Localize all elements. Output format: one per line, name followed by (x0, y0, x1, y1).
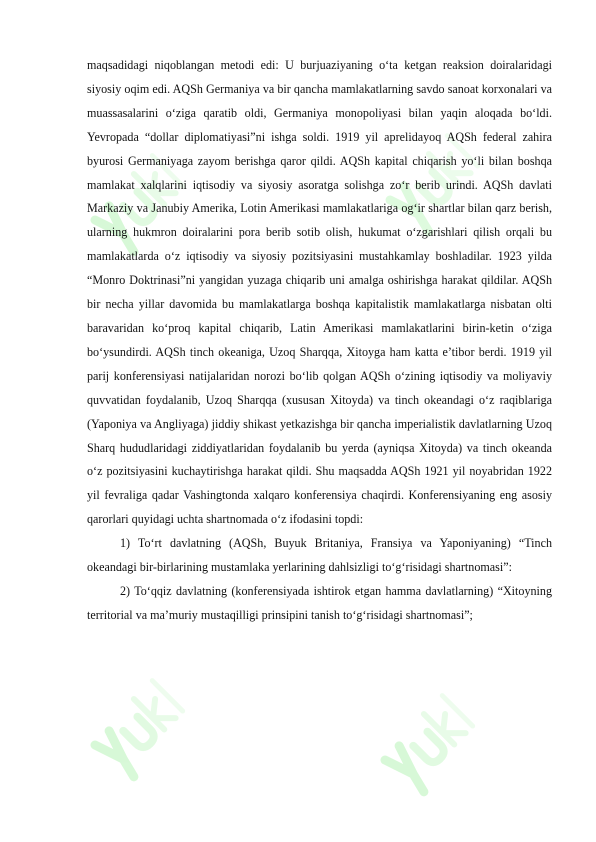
treaty-item-1: 1) To‘rt davlatning (AQSh, Buyuk Britaniya, Fransiya va Yaponiyaning) “Tinch okeandagi bir-birlarining mustamlaka yerlarining dahlsizligi to‘g‘risidagi shartnomasi”: (87, 536, 552, 575)
treaty-item-2: 2) To‘qqiz davlatning (konferensiyada ishtirok etgan hamma davlatlarning) “Xitoyning territorial va ma’muriy mustaqilligi prinsipini tanish to‘g‘risidagi shartnomasi”; (87, 583, 552, 622)
body-text (87, 54, 552, 628)
watermark-logo (91, 681, 191, 781)
watermark-logo (381, 696, 481, 796)
paragraph-main: maqsadidagi niqoblangan metodi edi: U burjuaziyaning o‘ta ketgan reaksion doiralaridagi siyosiy oqim edi. AQSh Germaniya va bir qancha mamlakatlarning savdo sanoat korxonalari va muassasalarini o‘ziga qaratib oldi, Germaniya monopoliyasi bilan yaqin aloqada bo‘ldi. Yevropada “dollar diplomatiyasi”ni ishga soldi. 1919 yil aprelidayoq AQSh federal zahira byurosi Germaniyaga zayom berishga qaror qildi. AQSh kapital chiqarish yo‘li bilan boshqa mamlakat xalqlarini iqtisodiy va siyosiy asoratga solishga zo‘r berib urindi. AQSh davlati Markaziy va Janubiy Amerika, Lotin Amerikasi mamlakatlariga og‘ir shartlar bilan qarz berish, ularning hukmron doiralarini pora berib sotib olish, hukumat o‘zgarishlari qilish orqali bu mamlakatlarda o‘z iqtisodiy va siyosiy pozitsiyasini mustahkamlay boshladilar. 1923 yilda “Monro Doktrinasi”ni yangidan yuzaga chiqarib uni amalga oshirishga harakat qildilar. AQSh bir necha yillar davomida bu mamlakatlarga boshqa kapitalistik mamlakatlarga nisbatan olti baravaridan ko‘proq kapital chiqarib, Latin Amerikasi mamlakatlarini birin-ketin o‘ziga bo‘ysundirdi. AQSh tinch okeaniga, Uzoq Sharqqa, Xitoyga ham katta e’tibor berdi. 1919 yil parij konferensiyasi natijalaridan norozi bo‘lib qolgan AQSh o‘zining iqtisodiy va moliyaviy quvvatidan foydalanib, Uzoq Sharqqa (xususan Xitoyda) va tinch okeandagi o‘z raqiblariga (Yaponiya va Angliyaga) jiddiy shikast yetkazishga bir qancha imperialistik davlatlarning Uzoq Sharq hududlaridagi ziddiyatlaridan foydalanib bu yerda (ayniqsa Xitoyda) va tinch okeanda o‘z pozitsiyasini kuchaytirishga harakat qildi. Shu maqsadda AQSh 1921 yil noyabridan 1922 yil fevraliga qadar Vashingtonda xalqaro konferensiya chaqirdi. Konferensiyaning eng asosiy qarorlari quyidagi uchta shartnomada o‘z ifodasini topdi: (87, 58, 552, 527)
